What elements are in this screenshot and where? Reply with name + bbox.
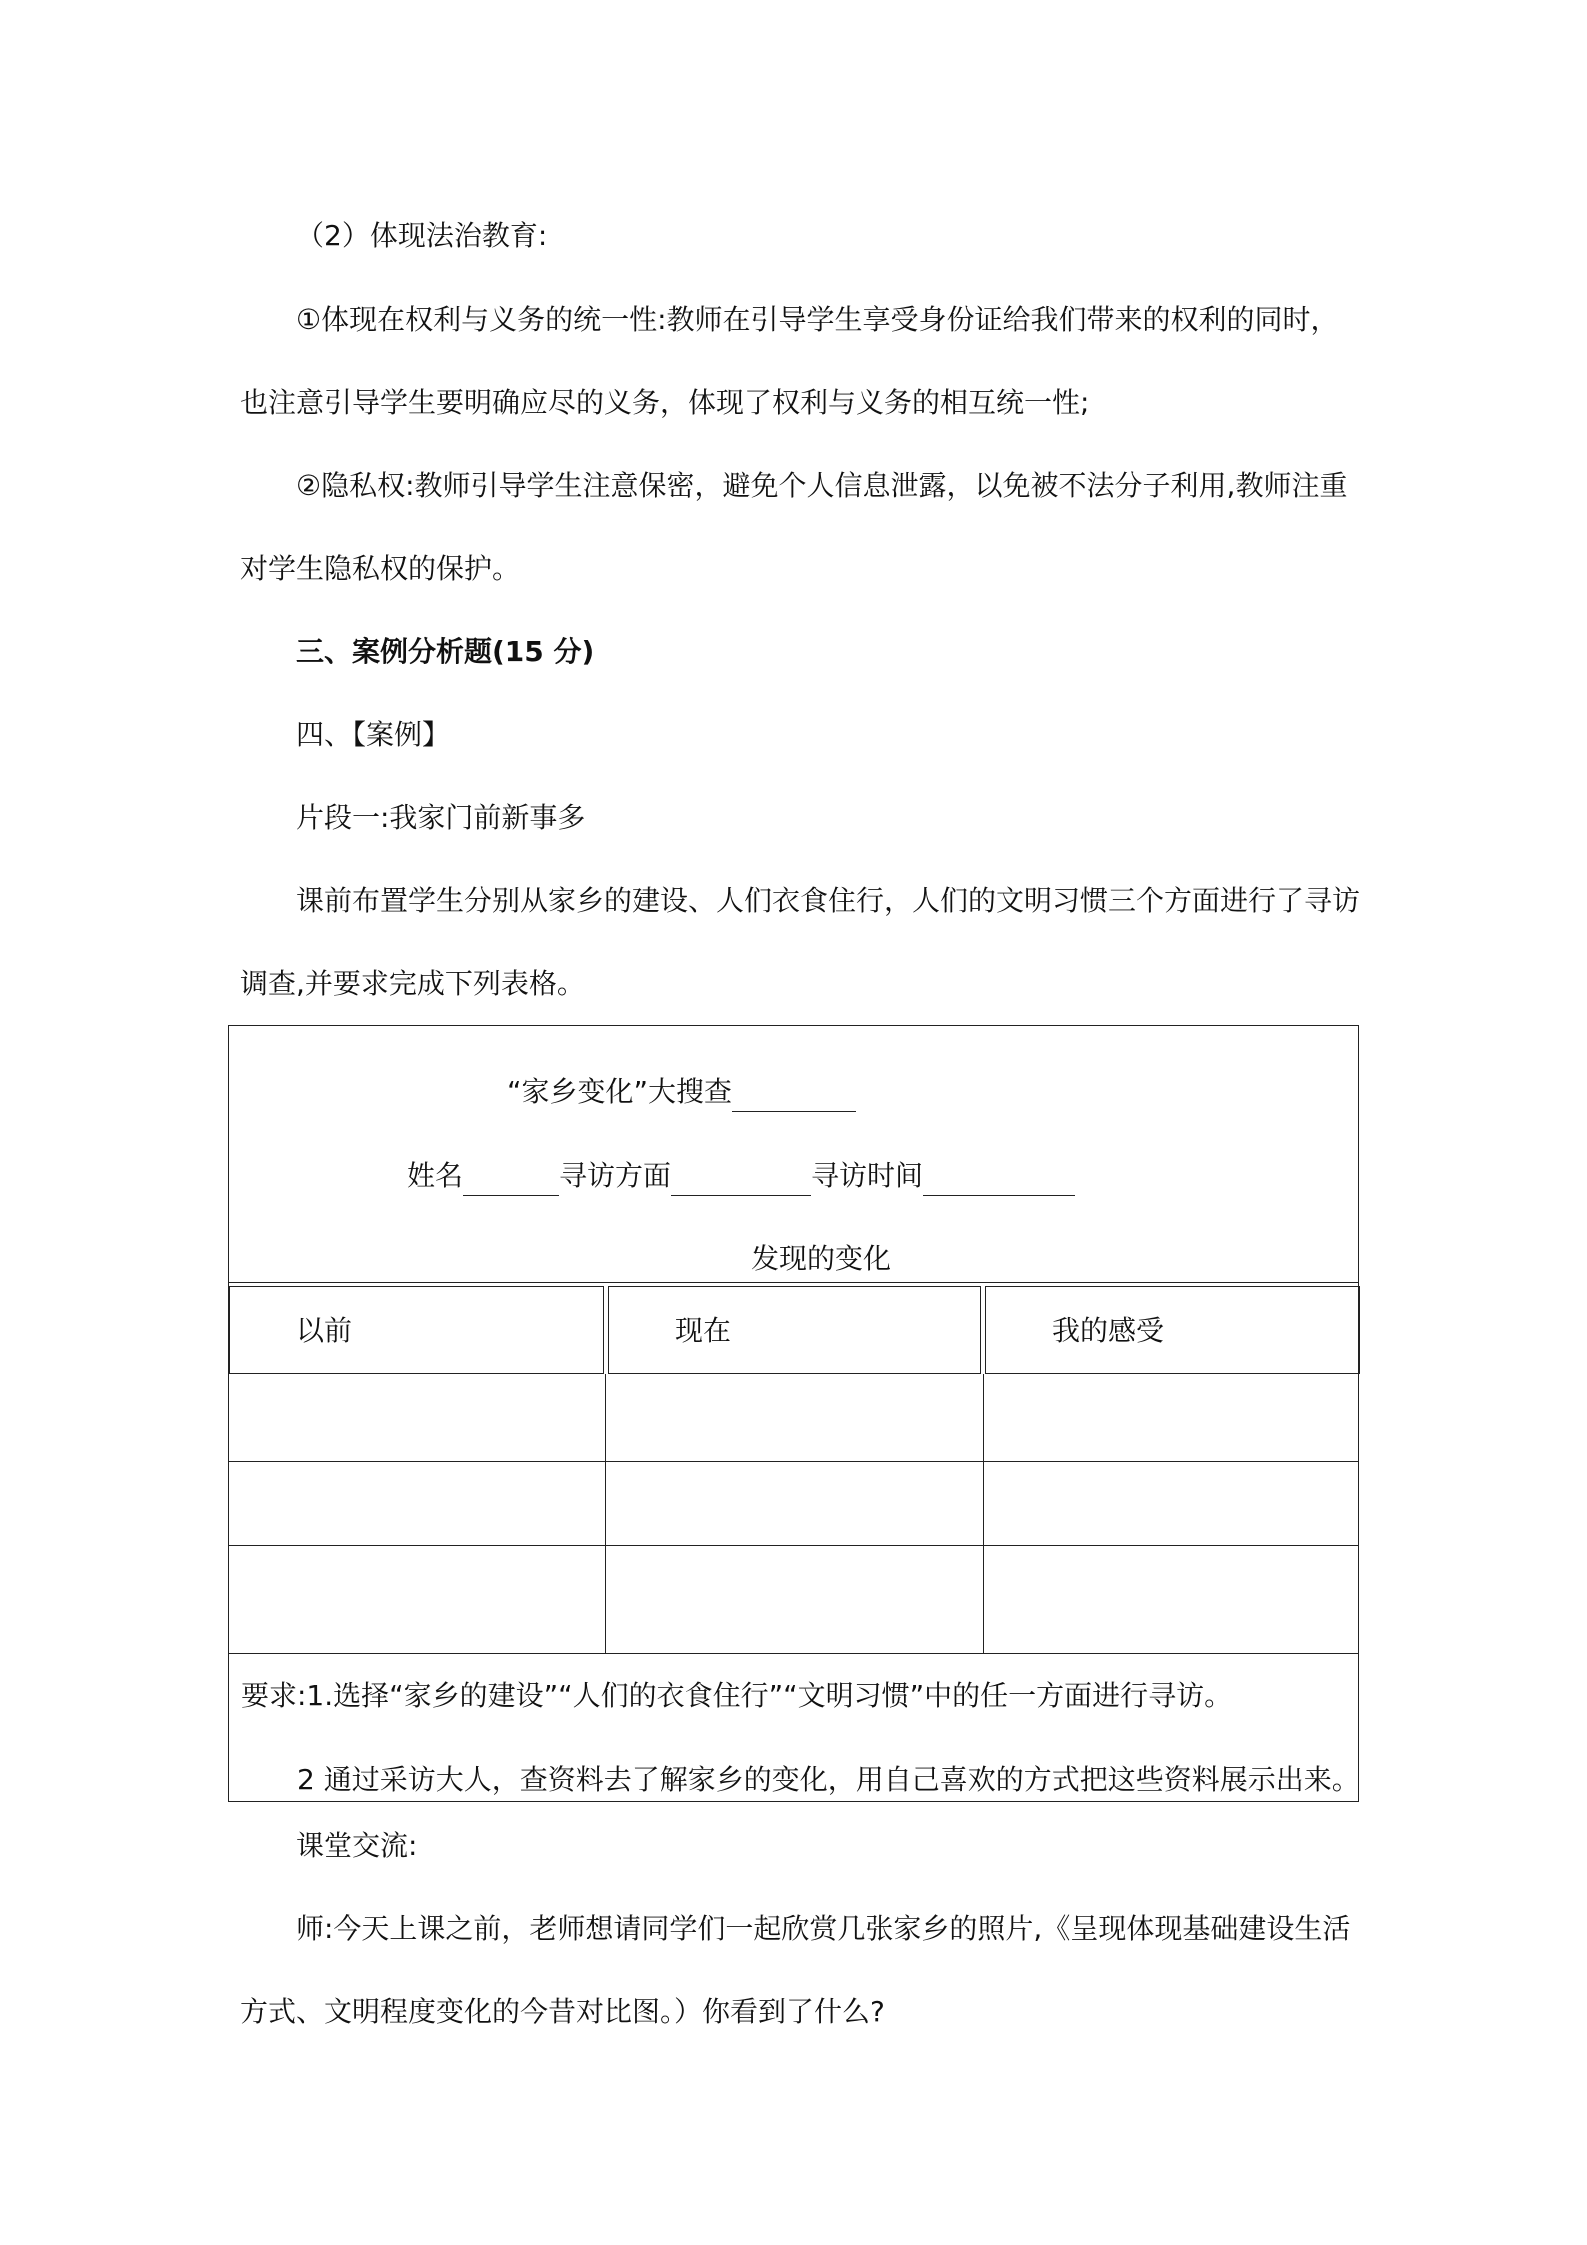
survey-form	[228, 1025, 1359, 1802]
name-blank	[463, 1163, 559, 1196]
column-header-before	[229, 1286, 604, 1374]
paragraph-teacher-line2: 方式、文明程度变化的今昔对比图。）你看到了什么?	[240, 1995, 885, 2028]
column-divider	[605, 1374, 606, 1653]
column-header-before-label: 以前	[296, 1314, 353, 1347]
column-header-feelings	[985, 1286, 1360, 1374]
paragraph-rights-duties-line1: ①体现在权利与义务的统一性:教师在引导学生享受身份证给我们带来的权利的同时，	[296, 303, 1339, 336]
name-label: 姓名	[407, 1159, 464, 1192]
section-heading: 三、案例分析题(15 分)	[296, 635, 595, 668]
title-blank	[732, 1079, 856, 1112]
time-label: 寻访时间	[811, 1159, 924, 1192]
row-divider	[229, 1461, 1358, 1462]
classroom-heading: 课堂交流:	[296, 1829, 418, 1862]
time-blank	[923, 1163, 1075, 1196]
case-heading: 四、【案例】	[296, 718, 451, 751]
column-header-now-label: 现在	[675, 1314, 732, 1347]
paragraph-task-line2: 调查,并要求完成下列表格。	[240, 967, 585, 1000]
requirement-2: 2 通过采访大人，查资料去了解家乡的变化，用自己喜欢的方式把这些资料展示出来。	[297, 1763, 1360, 1796]
paragraph-privacy-line2: 对学生隐私权的保护。	[240, 552, 521, 585]
paragraph-teacher-line1: 师:今天上课之前，老师想请同学们一起欣赏几张家乡的照片,《呈现体现基础建设生活	[296, 1912, 1351, 1945]
column-divider	[983, 1374, 984, 1653]
subheading-rule-of-law: （2）体现法治教育:	[296, 219, 548, 252]
paragraph-rights-duties-line2: 也注意引导学生要明确应尽的义务，体现了权利与义务的相互统一性;	[240, 386, 1090, 419]
survey-title-text: “家乡变化”大搜查	[507, 1075, 733, 1108]
segment-title: 片段一:我家门前新事多	[296, 801, 586, 834]
paragraph-task-line1: 课前布置学生分别从家乡的建设、人们衣食住行，人们的文明习惯三个方面进行了寻访	[296, 884, 1361, 917]
row-divider	[229, 1545, 1358, 1546]
paragraph-privacy-line1: ②隐私权:教师引导学生注意保密，避免个人信息泄露，以免被不法分子利用,教师注重	[296, 469, 1348, 502]
changes-table	[229, 1282, 1358, 1654]
column-header-now	[608, 1286, 981, 1374]
column-header-feelings-label: 我的感受	[1052, 1314, 1165, 1347]
requirement-1: 要求:1.选择“家乡的建设”“人们的衣食住行”“文明习惯”中的任一方面进行寻访。	[241, 1679, 1233, 1712]
aspect-label: 寻访方面	[559, 1159, 672, 1192]
survey-info-row	[407, 1156, 1075, 1196]
changes-heading: 发现的变化	[751, 1242, 892, 1275]
aspect-blank	[671, 1163, 811, 1196]
survey-title	[507, 1072, 856, 1112]
